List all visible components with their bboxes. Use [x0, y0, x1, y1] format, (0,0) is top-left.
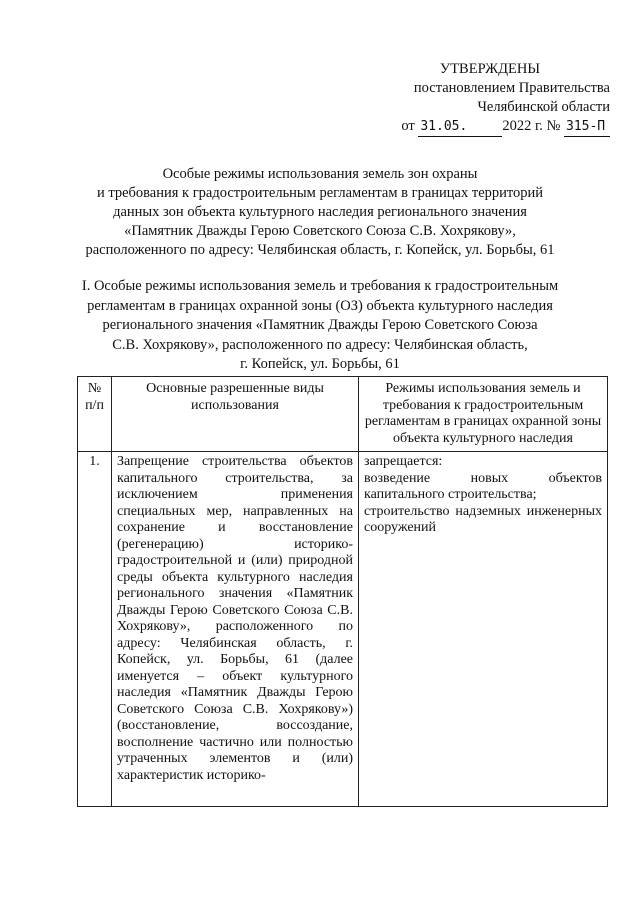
section-heading-line: регионального значения «Памятник Дважды Герою Советского Союза: [102, 317, 538, 333]
approval-date: 31.05.: [418, 117, 502, 137]
section-heading-line: г. Копейск, ул. Борьбы, 61: [240, 356, 400, 372]
section-heading-line: регламентам в границах охранной зоны (ОЗ) объекта культурного наследия: [87, 297, 553, 314]
approval-line-2: Челябинской области: [477, 99, 610, 115]
document-title-line: «Памятник Дважды Герою Советского Союза С.В. Хохрякову»,: [124, 223, 516, 239]
row-uses: Запрещение строительства объектов капитального строительства, за исключением применения специальных мер, направленных на сохранение и восстановление (регенерацию) историко-градостроительной и (или) природной среды объекта культурного наследия регионального значения «Памятник Дважды Герою Советского Союза С.В. Хохрякову», расположенного по адресу: Челябинская область, г. Копейск, ул. Борьбы, 61 (далее именуется – объект культурного наследия «Памятник Дважды Герою Советского Союза С.В. Хохрякову») (восстановление, воссоздание, восполнение частично или полностью утраченных элементов и (или) характеристик историко-: [112, 452, 359, 807]
header-num: № п/п: [78, 377, 112, 452]
row-regime: [359, 452, 608, 807]
header-uses: Основные разрешенные виды использования: [112, 377, 359, 452]
approval-prefix: от: [401, 118, 415, 134]
row-num: 1.: [78, 452, 112, 807]
approval-date-line: [360, 117, 610, 137]
section-heading: [70, 277, 570, 375]
approval-block: [360, 60, 610, 137]
table-header-row: [78, 377, 608, 452]
regime-line: возведение новых объектов капитального строительства;: [364, 470, 602, 502]
regulations-table: [77, 376, 608, 807]
header-regime: Режимы использования земель и требования к градостроительным регламентам в границах охранной зоны объекта культурного наследия: [359, 377, 608, 452]
section-heading-line: С.В. Хохрякову», расположенного по адресу: Челябинская область,: [112, 336, 528, 353]
regime-line: запрещается:: [364, 454, 443, 469]
document-title-line: расположенного по адресу: Челябинская область, г. Копейск, ул. Борьбы, 61: [85, 242, 555, 258]
approval-line-1: постановлением Правительства: [413, 80, 610, 96]
approval-number: 315-П: [564, 117, 610, 137]
approval-title: УТВЕРЖДЕНЫ: [439, 61, 540, 77]
document-title-line: Особые режимы использования земель зон охраны: [162, 166, 478, 182]
section-heading-line: I. Особые режимы использования земель и требования к градостроительным: [81, 278, 559, 294]
regime-line: строительство надземных инженерных сооружений: [364, 503, 602, 535]
document-title-line: данных зон объекта культурного наследия регионального значения: [113, 204, 527, 220]
table-row: [78, 452, 608, 807]
approval-year: 2022 г. №: [502, 118, 561, 134]
document-title-line: и требования к градостроительным регламентам в границах территорий: [96, 185, 544, 201]
document-title: [70, 165, 570, 260]
